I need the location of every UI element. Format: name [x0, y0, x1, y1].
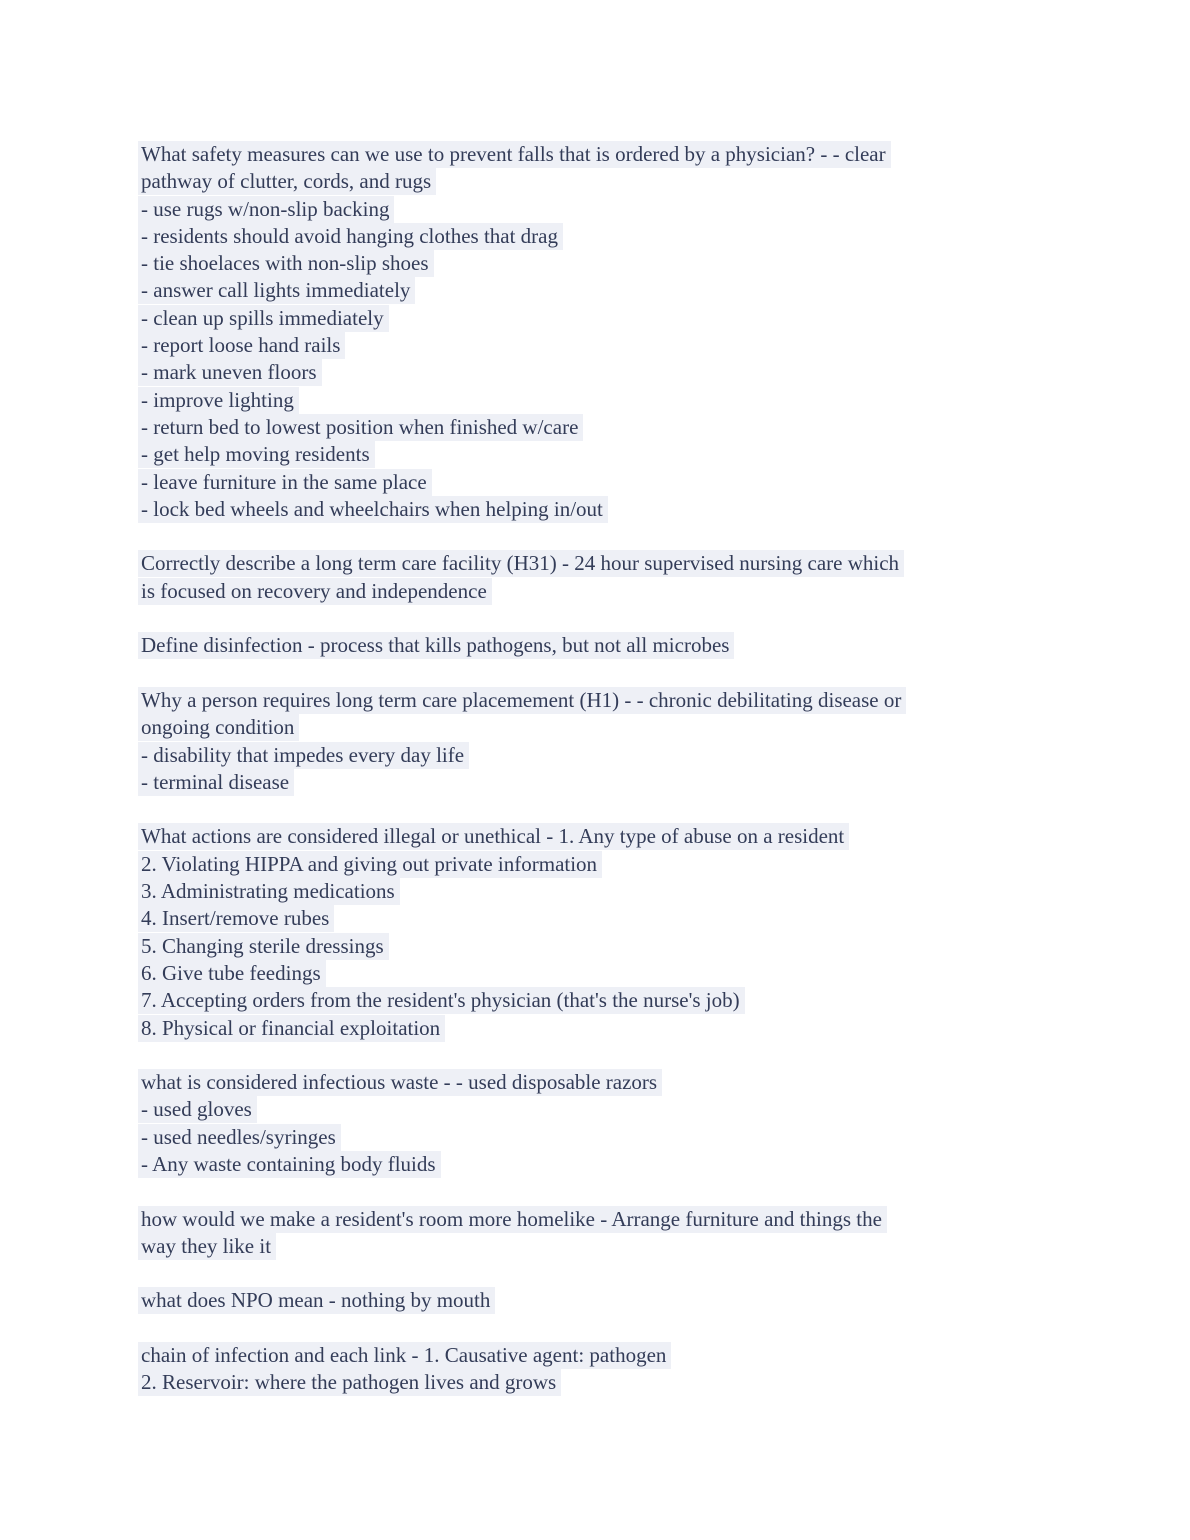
highlighted-text: - get help moving residents: [138, 441, 375, 468]
text-line: [141, 1151, 1060, 1178]
text-line: [141, 687, 1060, 714]
qa-block: [141, 141, 1060, 523]
highlighted-text: how would we make a resident's room more homelike - Arrange furniture and things the: [138, 1206, 887, 1233]
highlighted-text: Correctly describe a long term care facility (H31) - 24 hour supervised nursing care which: [138, 550, 904, 577]
highlighted-text: - answer call lights immediately: [138, 277, 415, 304]
text-line: [141, 714, 1060, 741]
highlighted-text: 7. Accepting orders from the resident's physician (that's the nurse's job): [138, 987, 745, 1014]
text-line: [141, 250, 1060, 277]
highlighted-text: - disability that impedes every day life: [138, 742, 469, 769]
text-line: [141, 441, 1060, 468]
highlighted-text: What actions are considered illegal or unethical - 1. Any type of abuse on a resident: [138, 823, 849, 850]
text-line: [141, 1287, 1060, 1314]
highlighted-text: 8. Physical or financial exploitation: [138, 1015, 445, 1042]
qa-block: [141, 1206, 1060, 1261]
text-line: [141, 196, 1060, 223]
highlighted-text: - terminal disease: [138, 769, 294, 796]
highlighted-text: - return bed to lowest position when finished w/care: [138, 414, 583, 441]
text-line: [141, 1015, 1060, 1042]
qa-block: [141, 550, 1060, 605]
highlighted-text: way they like it: [138, 1233, 276, 1260]
text-line: [141, 223, 1060, 250]
highlighted-text: - leave furniture in the same place: [138, 469, 432, 496]
text-line: [141, 387, 1060, 414]
highlighted-text: 6. Give tube feedings: [138, 960, 326, 987]
text-line: [141, 933, 1060, 960]
text-line: [141, 1233, 1060, 1260]
text-line: [141, 414, 1060, 441]
text-line: [141, 1342, 1060, 1369]
text-line: [141, 1069, 1060, 1096]
highlighted-text: pathway of clutter, cords, and rugs: [138, 168, 436, 195]
highlighted-text: - use rugs w/non-slip backing: [138, 196, 394, 223]
highlighted-text: what does NPO mean - nothing by mouth: [138, 1287, 495, 1314]
qa-block: [141, 1342, 1060, 1397]
document-content: [141, 141, 1060, 1397]
text-line: [141, 769, 1060, 796]
qa-block: [141, 823, 1060, 1041]
qa-block: [141, 1069, 1060, 1178]
highlighted-text: chain of infection and each link - 1. Causative agent: pathogen: [138, 1342, 671, 1369]
text-line: [141, 987, 1060, 1014]
qa-block: [141, 687, 1060, 796]
text-line: [141, 632, 1060, 659]
highlighted-text: - improve lighting: [138, 387, 299, 414]
highlighted-text: 2. Reservoir: where the pathogen lives and grows: [138, 1369, 561, 1396]
text-line: [141, 851, 1060, 878]
text-line: [141, 960, 1060, 987]
text-line: [141, 277, 1060, 304]
text-line: [141, 742, 1060, 769]
highlighted-text: ongoing condition: [138, 714, 299, 741]
text-line: [141, 1369, 1060, 1396]
text-line: [141, 141, 1060, 168]
text-line: [141, 496, 1060, 523]
text-line: [141, 469, 1060, 496]
highlighted-text: - used gloves: [138, 1096, 257, 1123]
highlighted-text: 4. Insert/remove rubes: [138, 905, 334, 932]
highlighted-text: Why a person requires long term care placemement (H1) - - chronic debilitating disease or: [138, 687, 906, 714]
text-line: [141, 168, 1060, 195]
highlighted-text: - Any waste containing body fluids: [138, 1151, 441, 1178]
text-line: [141, 905, 1060, 932]
highlighted-text: - tie shoelaces with non-slip shoes: [138, 250, 434, 277]
text-line: [141, 332, 1060, 359]
text-line: [141, 359, 1060, 386]
qa-block: [141, 632, 1060, 659]
highlighted-text: - clean up spills immediately: [138, 305, 389, 332]
highlighted-text: what is considered infectious waste - - used disposable razors: [138, 1069, 662, 1096]
highlighted-text: - lock bed wheels and wheelchairs when helping in/out: [138, 496, 608, 523]
qa-block: [141, 1287, 1060, 1314]
highlighted-text: Define disinfection - process that kills pathogens, but not all microbes: [138, 632, 734, 659]
text-line: [141, 578, 1060, 605]
text-line: [141, 823, 1060, 850]
highlighted-text: 2. Violating HIPPA and giving out private information: [138, 851, 602, 878]
text-line: [141, 1096, 1060, 1123]
highlighted-text: - used needles/syringes: [138, 1124, 341, 1151]
text-line: [141, 550, 1060, 577]
highlighted-text: - report loose hand rails: [138, 332, 345, 359]
text-line: [141, 878, 1060, 905]
highlighted-text: 5. Changing sterile dressings: [138, 933, 389, 960]
highlighted-text: is focused on recovery and independence: [138, 578, 492, 605]
highlighted-text: What safety measures can we use to prevent falls that is ordered by a physician? - - clear: [138, 141, 891, 168]
highlighted-text: - mark uneven floors: [138, 359, 322, 386]
text-line: [141, 1124, 1060, 1151]
text-line: [141, 1206, 1060, 1233]
text-line: [141, 305, 1060, 332]
highlighted-text: 3. Administrating medications: [138, 878, 400, 905]
highlighted-text: - residents should avoid hanging clothes that drag: [138, 223, 563, 250]
